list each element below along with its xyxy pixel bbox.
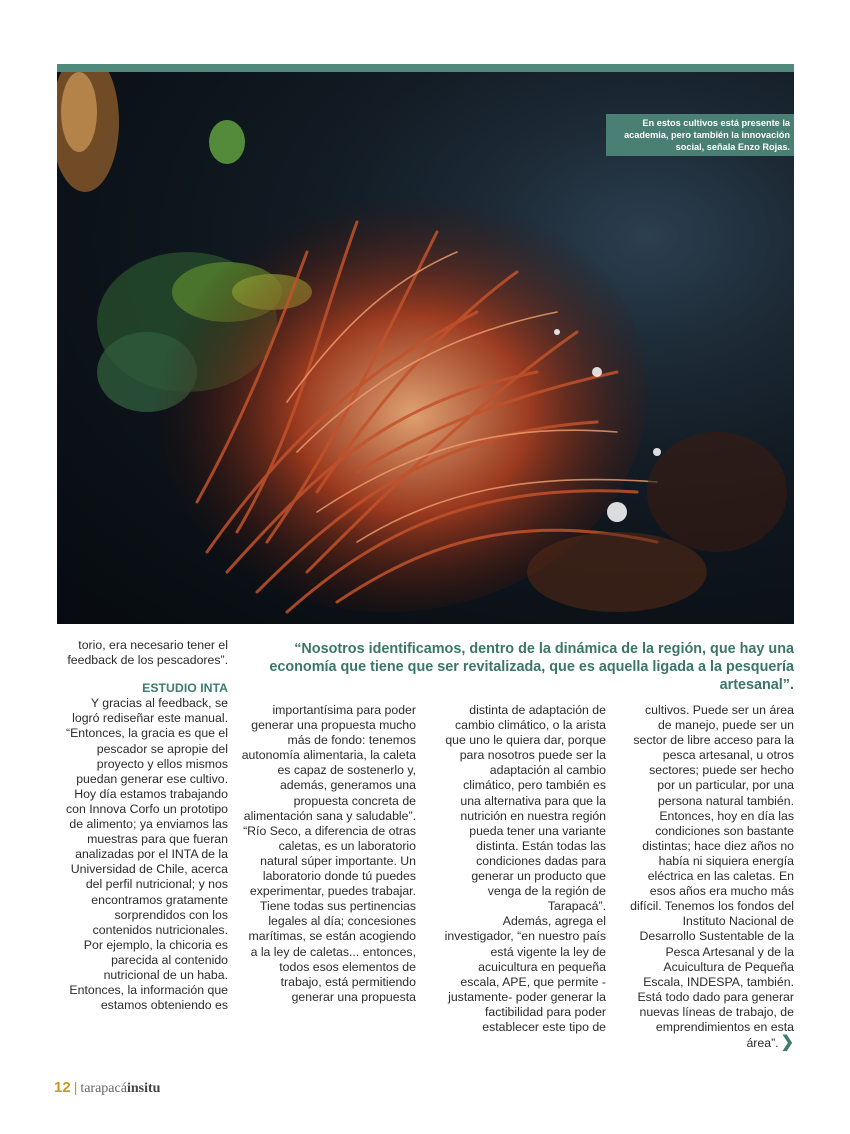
paragraph: Además, agrega el investigador, “en nuestro país está vigente la ley de acuicultura en pequeña escala, APE, que permite -justamente- poder generar la factibilidad para poder establecer este tipo de	[444, 914, 606, 1034]
page-number: 12	[54, 1079, 71, 1096]
article-column-3	[444, 703, 606, 1035]
paragraph: Y gracias al feedback, se logró rediseñar este manual. “Entonces, la gracia es que el pescador se apropie del proyecto y ellos mismos puedan generar ese cultivo. Hoy día estamos trabajando con Innova Corfo un prototipo de alimento; ya enviamos las muestras para que fueran analizadas por el INTA de la Universidad de Chile, acerca del perfil nutricional; y nos encontramos gratamente sorprendidos con los contenidos nutricionales.	[66, 696, 229, 937]
paragraph	[628, 703, 794, 1051]
article-column-4	[628, 703, 794, 1051]
footer-separator: |	[73, 1079, 78, 1095]
pull-quote: “Nosotros identificamos, dentro de la dinámica de la región, que hay una economía que tiene que ser revitalizada, que es aquella ligada a la pesquería artesanal”.	[269, 641, 794, 693]
page-footer	[54, 1079, 160, 1097]
article-column-1	[66, 638, 228, 1013]
section-subheading: ESTUDIO INTA	[142, 681, 228, 696]
paragraph: Por ejemplo, la chicoria es parecida al contenido nutricional de un haba. Entonces, la información que estamos obteniendo es	[69, 937, 228, 1013]
magazine-name-part2: insitu	[126, 1081, 161, 1096]
paragraph: torio, era necesario tener el feedback de los pescadores”.	[67, 638, 228, 668]
paragraph: “Río Seco, a diferencia de otras caletas, es un laboratorio natural súper importante. Un laboratorio donde tú puedes experimentar, puedes trabajar. Tiene todas sus pertinencias legales al día; concesiones marítimas, se están acogiendo a la ley de caletas... entonces, todos esos elementos de trabajo, está permitiendo generar una propuesta	[243, 823, 416, 1004]
paragraph: distinta de adaptación de cambio climático, o la arista que uno le quiera dar, porque para nosotros puede ser la adaptación al cambio climático, pero también es una alternativa para que la nutrición en nuestra región pueda tener una variante distinta. Están todas las condiciones dadas para generar un producto que venga de la región de Tarapacá”.	[445, 703, 606, 914]
top-accent-bar	[57, 64, 794, 72]
chevron-right-icon: ❯	[780, 1034, 794, 1052]
article-column-2	[240, 703, 416, 1005]
seaweed-photo	[57, 72, 794, 624]
paragraph: importantísima para poder generar una propuesta mucho más de fondo: tenemos autonomía alimentaria, la caleta es capaz de sostenerlo y, además, generamos una propuesta concreta de alimentación sana y saludable”.	[241, 703, 416, 823]
magazine-name-part1: tarapacá	[80, 1081, 127, 1096]
paragraph-text: cultivos. Puede ser un área de manejo, puede ser un sector de libre acceso para la pesca artesanal, u otros sectores; puede ser hecho por un particular, por una persona natural también. Entonces, hoy en día las condiciones son bastante distintas; hace diez años no había ni siquiera energía eléctrica en las caletas. En esos años era mucho más difícil. Tenemos los fondos del Instituto Nacional de Desarrollo Sustentable de la Pesca Artesanal y de la Acuicultura de Pequeña Escala, INDESPA, también. Está todo dado para generar nuevas líneas de trabajo, de emprendimientos en esta área”.	[630, 703, 794, 1051]
photo-caption: En estos cultivos está presente la academia, pero también la innovación social, señala Enzo Rojas.	[606, 114, 794, 156]
